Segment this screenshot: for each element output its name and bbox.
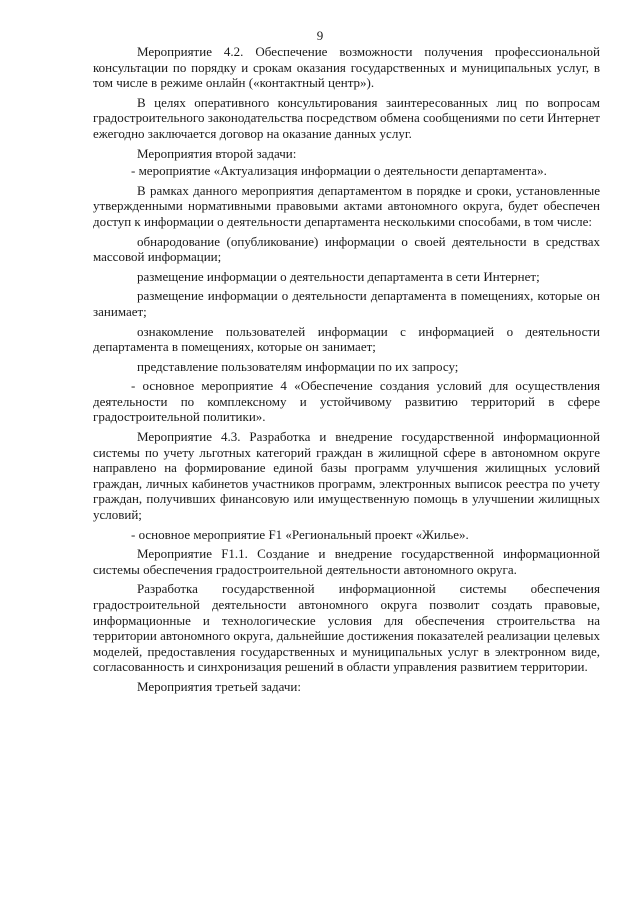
paragraph-on-request: представление пользователям информации по их запросу; <box>137 358 459 374</box>
paragraph-internet: размещение информации о деятельности департамента в сети Интернет; <box>137 268 540 284</box>
paragraph-main-event-f1: - основное мероприятие F1 «Региональный проект «Жилье». <box>131 526 469 542</box>
page-number: 9 <box>316 28 324 43</box>
paragraph-consulting: В целях оперативного консультирования заинтересованных лиц по вопросам градостроительного законодательства посредством обмена сообщениями по сети Интернет ежегодно заключается договор на оказание данных услуг. <box>93 94 600 141</box>
paragraph-event-f1-1: Мероприятие F1.1. Создание и внедрение государственной информационной системы обеспечения градостроительной деятельности автономного округа. <box>93 546 600 577</box>
paragraph-event-4-2: Мероприятие 4.2. Обеспечение возможности получения профессиональной консультации по порядку и срокам оказания государственных и муниципальных услуг, в том числе в режиме онлайн («контактный центр»). <box>93 44 600 91</box>
document-body <box>93 44 600 695</box>
paragraph-system-development: Разработка государственной информационной системы обеспечения градостроительной деятельности автономного округа позволит создать правовые, информационные и технологические условия для обеспечения строительства на территории автономного округа, дальнейшие достижения показателей реализации целевых моделей, предоставления государственных и муниципальных услуг в электронном виде, согласованность и синхронизация решений в области управления развитием территории. <box>93 581 600 675</box>
paragraph-event-4-3: Мероприятие 4.3. Разработка и внедрение государственной информационной системы по учету льготных категорий граждан в жилищной сфере в автономном округе направлено на формирование единой базы программ улучшения жилищных условий граждан, личных кабинетов участников программ, электронных выписок реестра по учету граждан, получивших финансовую или имущественную помощь в улучшении жилищных условий; <box>93 429 600 523</box>
paragraph-premises: размещение информации о деятельности департамента в помещениях, которые он занимает; <box>93 288 600 319</box>
paragraph-actualization: - мероприятие «Актуализация информации о деятельности департамента». <box>131 163 547 179</box>
paragraph-access-methods: В рамках данного мероприятия департаментом в порядке и сроки, установленные утвержденными нормативными правовыми актами автономного округа, будет обеспечен доступ к информации о деятельности департамента несколькими способами, в том числе: <box>93 182 600 229</box>
paragraph-familiarization: ознакомление пользователей информации с информацией о деятельности департамента в помещениях, которые он занимает; <box>93 323 600 355</box>
paragraph-media: обнародование (опубликование) информации о своей деятельности в средствах массовой информации; <box>93 233 600 265</box>
paragraph-second-task-heading: Мероприятия второй задачи: <box>137 145 297 161</box>
paragraph-main-event-4: - основное мероприятие 4 «Обеспечение создания условий для осуществления деятельности по комплексному и устойчивому развитию территорий в сфере градостроительной политики». <box>93 378 600 425</box>
paragraph-third-task-heading: Мероприятия третьей задачи: <box>137 678 301 694</box>
